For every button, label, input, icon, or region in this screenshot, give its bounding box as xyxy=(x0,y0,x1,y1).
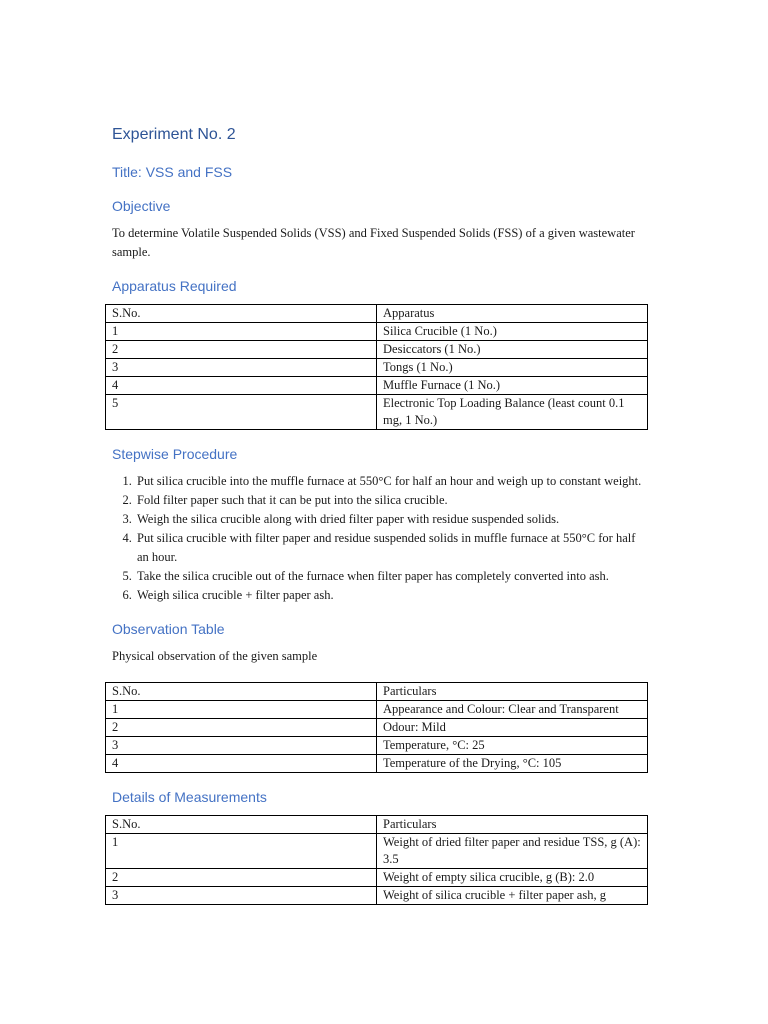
table-row xyxy=(106,869,648,887)
table-cell-particulars: Weight of empty silica crucible, g (B): 2.0 xyxy=(377,869,648,887)
table-cell-sno: 1 xyxy=(106,701,377,719)
table-cell-apparatus: Silica Crucible (1 No.) xyxy=(377,323,648,341)
list-item: 2. Fold filter paper such that it can be put into the silica crucible. xyxy=(135,491,648,510)
table-cell-particulars: Weight of silica crucible + filter paper ash, g xyxy=(377,887,648,905)
table-row xyxy=(106,887,648,905)
table-row xyxy=(106,323,648,341)
table-cell-sno: 2 xyxy=(106,341,377,359)
table-row xyxy=(106,377,648,395)
list-item: 4. Put silica crucible with filter paper and residue suspended solids in muffle furnace at 550°C for half an hour. xyxy=(135,529,648,567)
list-item: 5. Take the silica crucible out of the furnace when filter paper has completely converted into ash. xyxy=(135,567,648,586)
table-cell-sno: 2 xyxy=(106,869,377,887)
table-cell-sno: 1 xyxy=(106,323,377,341)
table-cell-sno: 4 xyxy=(106,377,377,395)
table-row xyxy=(106,701,648,719)
table-row xyxy=(106,834,648,869)
table-header-row xyxy=(106,816,648,834)
list-item: 6. Weigh silica crucible + filter paper ash. xyxy=(135,586,648,605)
table-cell-particulars: Odour: Mild xyxy=(377,719,648,737)
table-cell-particulars: Appearance and Colour: Clear and Transparent xyxy=(377,701,648,719)
table-cell-particulars: Temperature of the Drying, °C: 105 xyxy=(377,755,648,773)
procedure-heading: Stepwise Procedure xyxy=(112,446,238,462)
table-cell-apparatus: Desiccators (1 No.) xyxy=(377,341,648,359)
header-cell-sno: S.No. xyxy=(106,305,377,323)
title-heading: Title: VSS and FSS xyxy=(112,164,233,180)
table-cell-sno: 3 xyxy=(106,737,377,755)
procedure-list xyxy=(112,472,648,605)
table-cell-sno: 2 xyxy=(106,719,377,737)
table-header-row xyxy=(106,683,648,701)
table-row xyxy=(106,737,648,755)
header-cell-particulars: Particulars xyxy=(377,816,648,834)
header-cell-sno: S.No. xyxy=(106,816,377,834)
table-cell-apparatus: Tongs (1 No.) xyxy=(377,359,648,377)
table-cell-apparatus: Muffle Furnace (1 No.) xyxy=(377,377,648,395)
table-cell-apparatus: Electronic Top Loading Balance (least count 0.1 mg, 1 No.) xyxy=(377,395,648,430)
table-cell-sno: 1 xyxy=(106,834,377,869)
apparatus-heading: Apparatus Required xyxy=(112,278,237,294)
experiment-heading: Experiment No. 2 xyxy=(112,126,236,143)
observation-table xyxy=(105,682,648,773)
table-row xyxy=(106,341,648,359)
table-cell-sno: 4 xyxy=(106,755,377,773)
table-row xyxy=(106,719,648,737)
objective-heading: Objective xyxy=(112,198,171,214)
list-item: 1. Put silica crucible into the muffle furnace at 550°C for half an hour and weigh up to constant weight. xyxy=(135,472,648,491)
observation-heading: Observation Table xyxy=(112,621,225,637)
table-cell-sno: 3 xyxy=(106,887,377,905)
table-cell-particulars: Temperature, °C: 25 xyxy=(377,737,648,755)
table-row xyxy=(106,755,648,773)
observation-caption: Physical observation of the given sample xyxy=(112,649,318,663)
list-item: 3. Weigh the silica crucible along with dried filter paper with residue suspended solids. xyxy=(135,510,648,529)
measurements-table xyxy=(105,815,648,905)
table-row xyxy=(106,359,648,377)
header-cell-particulars: Particulars xyxy=(377,683,648,701)
table-cell-particulars: Weight of dried filter paper and residue TSS, g (A): 3.5 xyxy=(377,834,648,869)
table-cell-sno: 5 xyxy=(106,395,377,430)
header-cell-sno: S.No. xyxy=(106,683,377,701)
table-header-row xyxy=(106,305,648,323)
measurements-heading: Details of Measurements xyxy=(112,789,267,805)
objective-text: To determine Volatile Suspended Solids (VSS) and Fixed Suspended Solids (FSS) of a given wastewater sample. xyxy=(112,226,635,259)
header-cell-apparatus: Apparatus xyxy=(377,305,648,323)
table-row xyxy=(106,395,648,430)
apparatus-table xyxy=(105,304,648,430)
table-cell-sno: 3 xyxy=(106,359,377,377)
